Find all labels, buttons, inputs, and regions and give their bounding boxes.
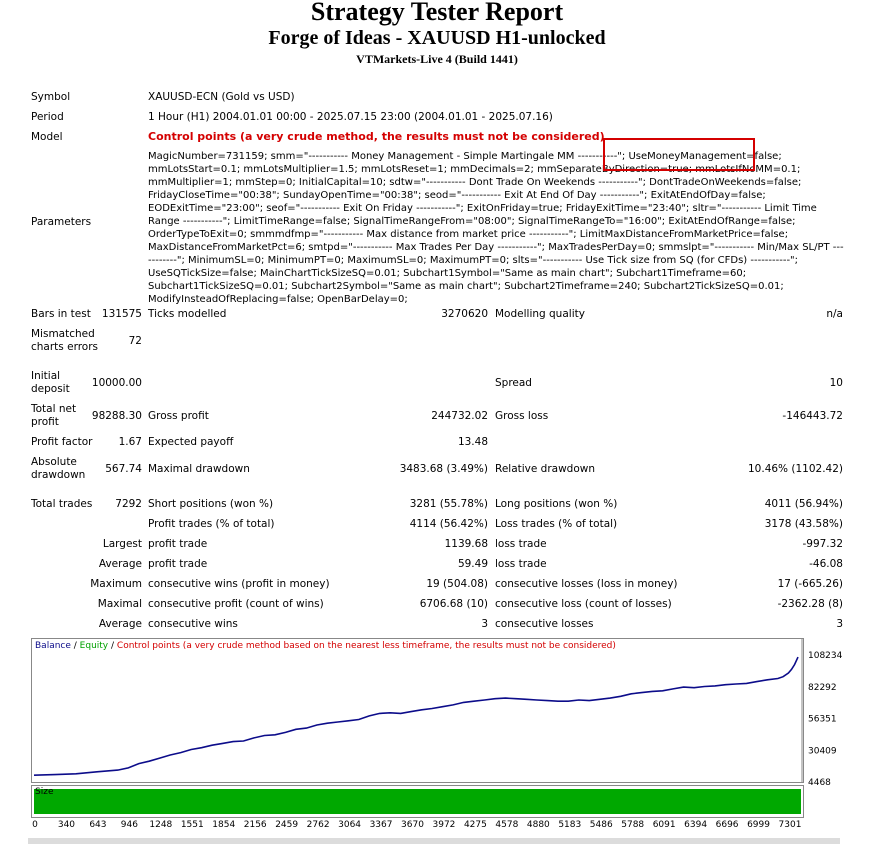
legend-control: Control points (a very crude method based on the nearest less timeframe, the results must not be considered) [116, 641, 616, 651]
avglosses-value: 3 [836, 618, 843, 630]
avg2-label: Average [98, 618, 142, 630]
x-tick-label: 2762 [306, 820, 330, 830]
report-title: Strategy Tester Report [310, 0, 564, 26]
x-tick-label: 5788 [621, 820, 645, 830]
mismatch-value: 72 [128, 335, 142, 347]
maxprofit-label: consecutive profit (count of wins) [148, 598, 324, 610]
grossprofit-value: 244732.02 [431, 410, 488, 422]
grossprofit-label: Gross profit [148, 410, 209, 422]
symbol-value: XAUUSD-ECN (Gold vs USD) [148, 91, 295, 103]
legend-sep-2: / [108, 641, 117, 651]
trades-label: Total trades [31, 498, 93, 510]
x-tick-label: 4275 [463, 820, 487, 830]
largest-pt-label: profit trade [148, 538, 208, 550]
reldd-label: Relative drawdown [495, 463, 596, 475]
short-label: Short positions (won %) [148, 498, 274, 510]
pf-value: 1.67 [118, 436, 142, 448]
model-label: Model [31, 131, 63, 143]
quality-label: Modelling quality [495, 308, 585, 320]
maxdd-value: 3483.68 (3.49%) [399, 463, 488, 475]
netprofit-label-2: profit [31, 416, 59, 428]
legend-equity: Equity [79, 641, 109, 651]
x-tick-label: 1248 [149, 820, 173, 830]
payoff-label: Expected payoff [148, 436, 234, 448]
avgwins-value: 3 [481, 618, 488, 630]
average-lt-label: loss trade [495, 558, 547, 570]
x-tick-label: 6394 [684, 820, 708, 830]
maxloss-value: -2362.28 (8) [777, 598, 843, 610]
x-tick-label: 3064 [338, 820, 362, 830]
netprofit-value: 98288.30 [91, 410, 142, 422]
deposit-label-2: deposit [31, 383, 70, 395]
balance-chart [31, 638, 843, 788]
x-tick-label: 4578 [495, 820, 519, 830]
long-label: Long positions (won %) [495, 498, 618, 510]
maxloss-label: consecutive loss (count of losses) [495, 598, 672, 610]
mismatch-label-2: charts errors [31, 341, 98, 353]
maxwins-label: consecutive wins (profit in money) [148, 578, 330, 590]
y-tick-label: 82292 [808, 682, 837, 693]
x-tick-label: 1854 [212, 820, 236, 830]
average-pt-label: profit trade [148, 558, 208, 570]
report-subtitle: Forge of Ideas - XAUUSD H1-unlocked [268, 27, 606, 49]
reldd-value: 10.46% (1102.42) [748, 463, 843, 475]
trades-value: 7292 [115, 498, 142, 510]
payoff-value: 13.48 [457, 436, 488, 448]
x-tick-label: 4880 [526, 820, 550, 830]
y-tick-label: 30409 [808, 746, 837, 757]
average-pt-value: 59.49 [457, 558, 488, 570]
losstrades-value: 3178 (43.58%) [764, 518, 843, 530]
balance-line [34, 657, 798, 775]
highlight-box [603, 138, 755, 171]
spread-label: Spread [495, 377, 532, 389]
deposit-value: 10000.00 [91, 377, 142, 389]
short-value: 3281 (55.78%) [409, 498, 488, 510]
profittrades-value: 4114 (56.42%) [409, 518, 488, 530]
mismatch-label-1: Mismatched [31, 328, 95, 340]
period-label: Period [31, 111, 64, 123]
period-value: 1 Hour (H1) 2004.01.01 00:00 - 2025.07.15 23:00 (2004.01.01 - 2025.07.16) [148, 111, 553, 123]
parameters-label: Parameters [31, 216, 92, 228]
x-tick-label: 0 [32, 820, 38, 830]
x-tick-label: 643 [89, 820, 107, 830]
x-tick-label: 1551 [180, 820, 204, 830]
maxdd-label: Maximal drawdown [148, 463, 250, 475]
y-tick-label: 108234 [808, 651, 843, 661]
spread-value: 10 [829, 377, 843, 389]
largest-lt-label: loss trade [495, 538, 547, 550]
symbol-label: Symbol [31, 91, 71, 103]
model-value: Control points (a very crude method, the results must not be considered) [148, 130, 605, 143]
average-lt-value: -46.08 [809, 558, 843, 570]
x-tick-label: 5183 [558, 820, 582, 830]
ticks-label: Ticks modelled [148, 308, 227, 320]
size-bar [34, 789, 801, 814]
absdd-label-2: drawdown [31, 469, 86, 481]
maxprofit-value: 6706.68 (10) [419, 598, 488, 610]
x-tick-label: 6696 [715, 820, 739, 830]
profittrades-label: Profit trades (% of total) [148, 518, 275, 530]
losstrades-label: Loss trades (% of total) [495, 518, 618, 530]
long-value: 4011 (56.94%) [764, 498, 843, 510]
x-tick-label: 340 [57, 820, 76, 830]
average-label: Average [98, 558, 142, 570]
legend-balance: Balance [35, 641, 71, 651]
x-tick-label: 6091 [652, 820, 676, 830]
netprofit-label-1: Total net [31, 403, 77, 415]
bars-value: 131575 [101, 308, 142, 320]
absdd-label-1: Absolute [31, 456, 77, 468]
largest-label: Largest [102, 538, 142, 550]
quality-value: n/a [826, 308, 843, 320]
legend-sep-1: / [70, 641, 80, 651]
parameters-value: MagicNumber=731159; smm="----------- Money Management - Simple Martingale MM -----------"; UseMoneyManagement=false; mmLotsStart=0.1; mmLotsMultiplier=1.5; mmLotsReset=1; mmDecimals=2; mmSeparateByDirection=true; mmLotsIfNoMM=0.1; mmMultiplier=1; mmStep=0; InitialCapital=10; sdtw="----------- Dont Trade On Weekends -----------"; DontTradeOnWeekends=false; FridayCloseTime="00:38"; SundayOpenTime="00:38"; seod="----------- Exit At End Of Day -----------"; ExitAtEndOfDay=false; EODExitTime="23:00"; seof="----------- Exit On Friday -----------"; ExitOnFriday=true; FridayExitTime="23:40"; sltr="----------- Limit Time Range -----------"; LimitTimeRange=false; SignalTimeRangeFrom="08:00"; SignalTimeRangeTo="16:00"; ExitAtEndOfRange=false; OrderTypeToExit=0; smmmdfmp="----------- Max distance from market price -----------"; LimitMaxDistanceFromMarketPrice=false; MaxDistanceFromMarketPct=6; smtpd="----------- Max Trades Per Day -----------"; MaxTradesPerDay=0; smmslpt="----------- Min/Max SL/PT -----------"; MinimumSL=0; MinimumPT=0; MaximumSL=0; MaximumPT=0; slts="----------- Use Tick size from SQ (for CFDs) -----------"; UseSQTickSize=false; MainChartTickSizeSQ=0.01; Subchart1Symbol="Same as main chart"; Subchart1Timeframe=60; Subchart1TickSizeSQ=0.01; Subchart2Symbol="Same as main chart"; Subchart2Timeframe=240; Subchart2TickSizeSQ=0.01; ModifyInsteadOfReplacing=false; OpenBarDelay=0; [148, 151, 844, 305]
avglosses-label: consecutive losses [495, 618, 594, 630]
x-tick-label: 3670 [401, 820, 424, 830]
size-chart [31, 785, 804, 818]
maximum-label: Maximum [90, 578, 142, 590]
maxlosses-label: consecutive losses (loss in money) [495, 578, 678, 590]
maxlosses-value: 17 (-665.26) [777, 578, 843, 590]
x-tick-label: 2156 [243, 820, 267, 830]
maxwins-value: 19 (504.08) [426, 578, 488, 590]
absdd-value: 567.74 [105, 463, 142, 475]
pf-label: Profit factor [31, 436, 93, 448]
size-label: Size [35, 787, 54, 797]
chart-plot [32, 639, 872, 788]
x-tick-label: 6999 [747, 820, 770, 830]
largest-pt-value: 1139.68 [444, 538, 488, 550]
x-tick-label: 3367 [369, 820, 393, 830]
avgwins-label: consecutive wins [148, 618, 238, 630]
x-tick-label: 2459 [275, 820, 299, 830]
x-tick-label: 946 [120, 820, 138, 830]
grossloss-value: -146443.72 [782, 410, 843, 422]
x-tick-label: 5486 [589, 820, 613, 830]
server-info: VTMarkets-Live 4 (Build 1441) [356, 52, 518, 66]
y-tick-label: 56351 [808, 714, 837, 725]
y-tick-label: 4468 [808, 778, 831, 788]
bars-label: Bars in test [31, 308, 91, 320]
deposit-label-1: Initial [31, 370, 61, 382]
grossloss-label: Gross loss [495, 410, 549, 422]
largest-lt-value: -997.32 [802, 538, 843, 550]
maximal-label: Maximal [97, 598, 142, 610]
ticks-value: 3270620 [441, 308, 488, 320]
horizontal-scrollbar[interactable] [28, 838, 840, 844]
x-tick-label: 7301 [778, 820, 802, 830]
x-tick-label: 3972 [432, 820, 456, 830]
